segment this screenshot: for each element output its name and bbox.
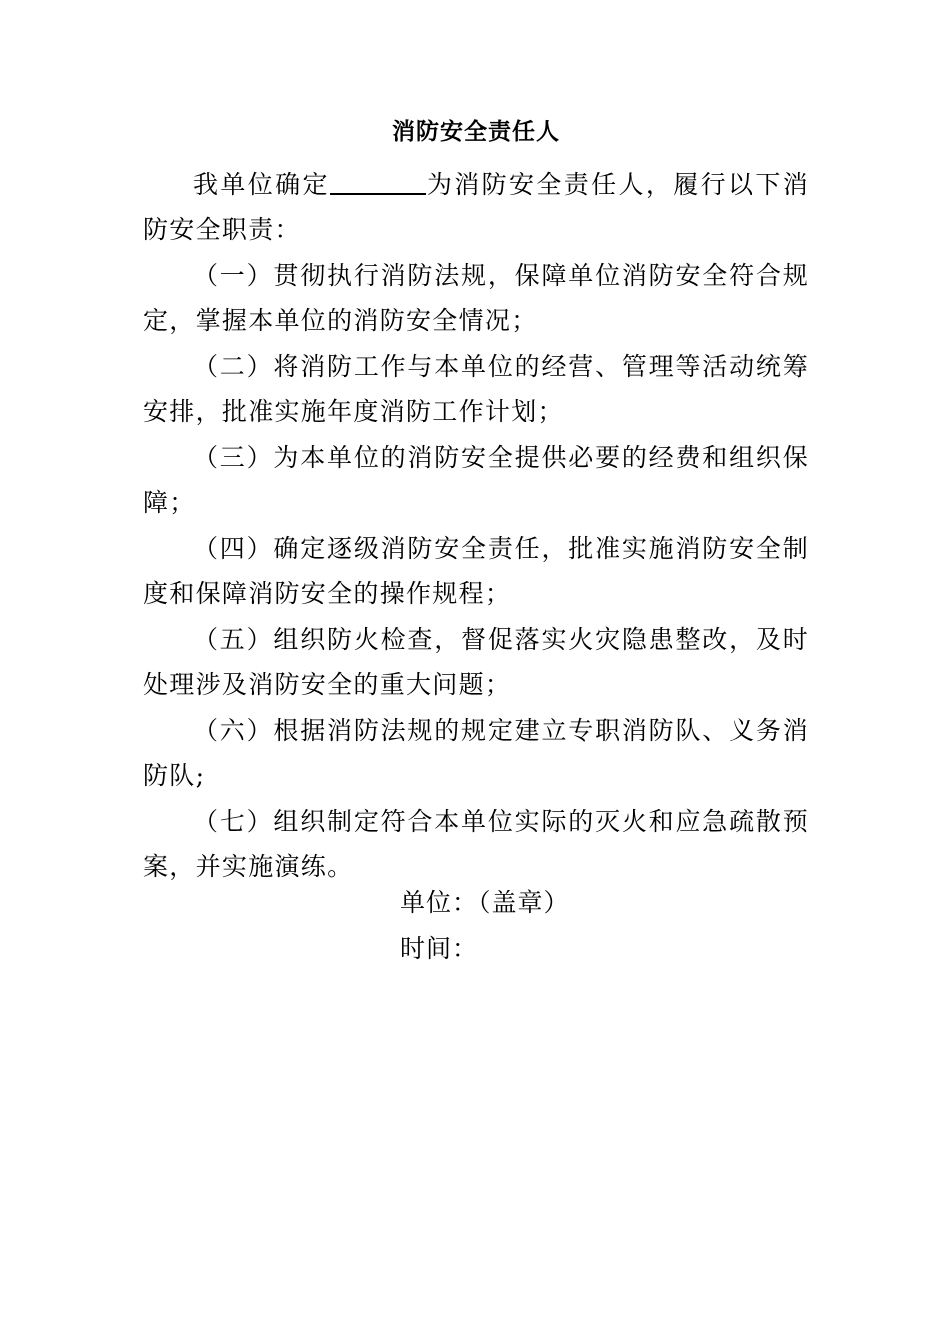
duty-item-7: （七）组织制定符合本单位实际的灭火和应急疏散预案，并实施演练。: [143, 807, 809, 881]
sign-time-line: 时间：: [400, 934, 479, 963]
responsible-person-blank: [330, 167, 426, 195]
intro-text-before: 我单位确定: [193, 170, 330, 199]
duty-item-1: （一）贯彻执行消防法规，保障单位消防安全符合规定，掌握本单位的消防安全情况；: [143, 261, 809, 335]
duty-item-4: （四）确定逐级消防安全责任，批准实施消防安全制度和保障消防安全的操作规程；: [143, 534, 809, 608]
duty-item-2: （二）将消防工作与本单位的经营、管理等活动统筹安排，批准实施年度消防工作计划；: [143, 352, 809, 426]
intro-text-after: 为消防安全责任人，履行以下消防安全职责：: [143, 170, 809, 244]
duty-item-5: （五）组织防火检查，督促落实火灾隐患整改，及时处理涉及消防安全的重大问题；: [143, 625, 809, 699]
document-title: 消防安全责任人: [392, 119, 560, 145]
duty-item-6: （六）根据消防法规的规定建立专职消防队、义务消防队;: [143, 716, 809, 790]
intro-paragraph: [143, 162, 809, 252]
duty-item-3: （三）为本单位的消防安全提供必要的经费和组织保障；: [143, 443, 809, 517]
document-body: [143, 110, 809, 889]
sign-unit-line: 单位：（盖章）: [400, 888, 570, 917]
signature-block: [400, 880, 570, 972]
